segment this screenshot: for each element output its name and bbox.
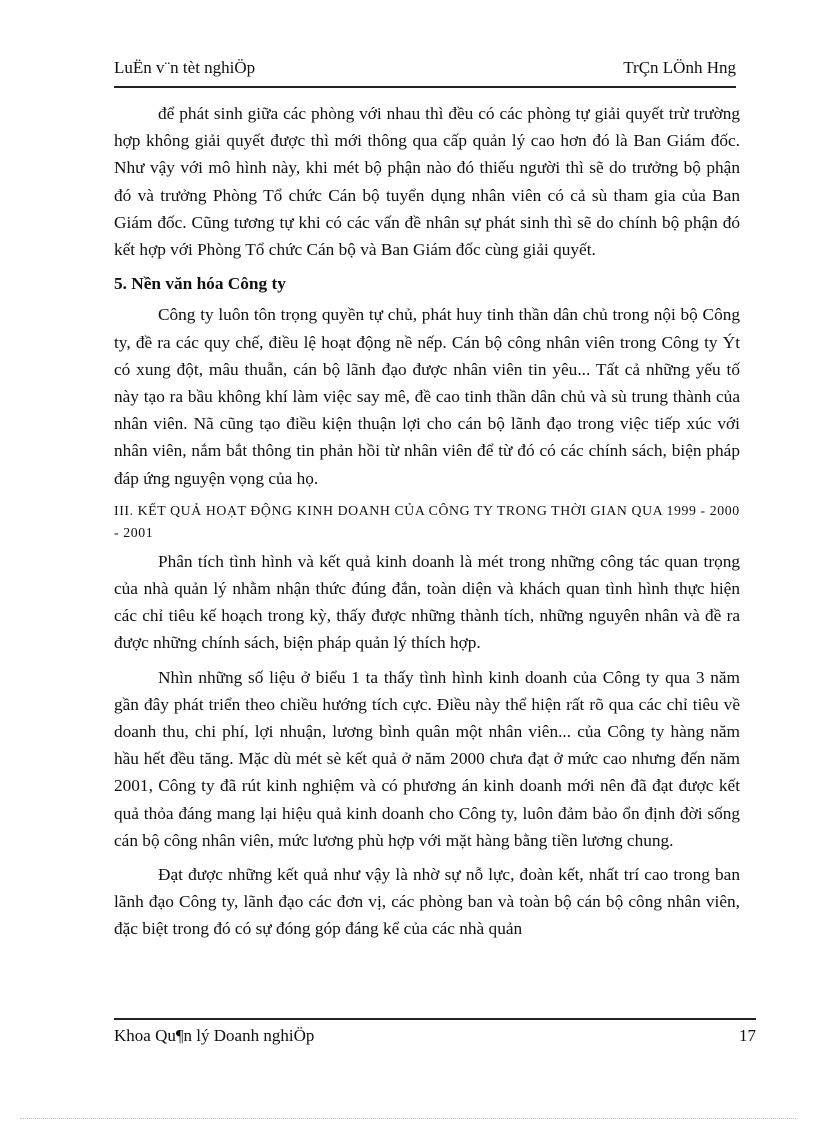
page-number: 17 [739,1026,756,1045]
paragraph-hr-coordination: để phát sinh giữa các phòng với nhau thì đều có các phòng tự giải quyết trừ trường hợp không giải quyết được thì mới thông qua cấp quản lý cao hơn đó là Ban Giám đốc. Như vậy với mô hình này, khi mét bộ phận nào đó thiếu người thì sẽ do trưởng bộ phận đó và trưởng Phòng Tổ chức Cán bộ tuyển dụng nhân viên có cả sù tham gia của Ban Giám đốc. Cũng tương tự khi có các vấn đề nhân sự phát sinh thì sẽ do chính bộ phận đó kết hợp với Phòng Tổ chức Cán bộ và Ban Giám đốc cùng giải quyết. [114,104,740,260]
page-bottom-divider [20,1118,796,1119]
paragraph-business-analysis: Phân tích tình hình và kết quả kinh doanh là mét trong những công tác quan trọng của nhà quản lý nhằm nhận thức đúng đắn, toàn diện và khách quan tình hình thực hiện các chỉ tiêu kế hoạch trong kỳ, thấy được những thành tích, những nguyên nhân và đề ra được những chính sách, biện pháp quản lý thích hợp. [114,551,740,653]
paragraph-achievements: Đạt được những kết quả như vậy là nhờ sự nỗ lực, đoàn kết, nhất trí cao trong ban lãnh đạo Công ty, lãnh đạo các đơn vị, các phòng ban và toàn bộ cán bộ công nhân viên, đặc biệt trong đó có sự đóng góp đáng kể của các nhà quản [114,865,740,939]
chapter-heading-business-results: III. KẾT QUẢ HOẠT ĐỘNG KINH DOANH CỦA CÔNG TY TRONG THỜI GIAN QUA 1999 - 2000 - 2001 [114,502,740,540]
section-heading-company-culture: 5. Nền văn hóa Công ty [114,274,286,294]
page-content [114,100,740,950]
footer-faculty-name: Khoa Qu¶n lý Doanh nghiÖp [114,1026,315,1045]
header-thesis-title: LuËn v¨n tèt nghiÖp [114,58,256,77]
page-footer [114,1018,756,1046]
paragraph-three-year-results: Nhìn những số liệu ở biểu 1 ta thấy tình hình kinh doanh của Công ty qua 3 năm gần đây phát triển theo chiều hướng tích cực. Điều này thể hiện rất rõ qua các chỉ tiêu về doanh thu, chi phí, lợi nhuận, lương bình quân một nhân viên... của Công ty hàng năm hầu hết đều tăng. Mặc dù mét sè kết quả ở năm 2000 chưa đạt ở mức cao nhưng đến năm 2001, Công ty đã rút kinh nghiệm và có phương án kinh doanh mới nên đã đạt được kết quả thỏa đáng mang lại hiệu quả kinh doanh cho Công ty, luôn đảm bảo ổn định đời sống cán bộ công nhân viên, mức lương phù hợp với mặt hàng bằng tiền lương chung. [114,667,740,850]
page-header [114,58,736,88]
header-author-name: TrÇn LÖnh Hng [623,58,736,77]
paragraph-company-culture: Công ty luôn tôn trọng quyền tự chủ, phát huy tinh thần dân chủ trong nội bộ Công ty, đề ra các quy chế, điều lệ hoạt động nề nếp. Cán bộ công nhân viên trong Công ty Ýt có xung đột, mâu thuẫn, cán bộ lãnh đạo được nhân viên tin yêu... Tất cả những yếu tố này tạo ra bầu không khí làm việc say mê, đề cao tinh thần dân chủ và sù trung thành của nhân viên. Nã cũng tạo điều kiện thuận lợi cho cán bộ lãnh đạo trong việc tiếp xúc với nhân viên, nắm bắt thông tin phản hồi từ nhân viên để từ đó có các chính sách, biện pháp đáp ứng nguyện vọng của họ. [114,305,740,488]
